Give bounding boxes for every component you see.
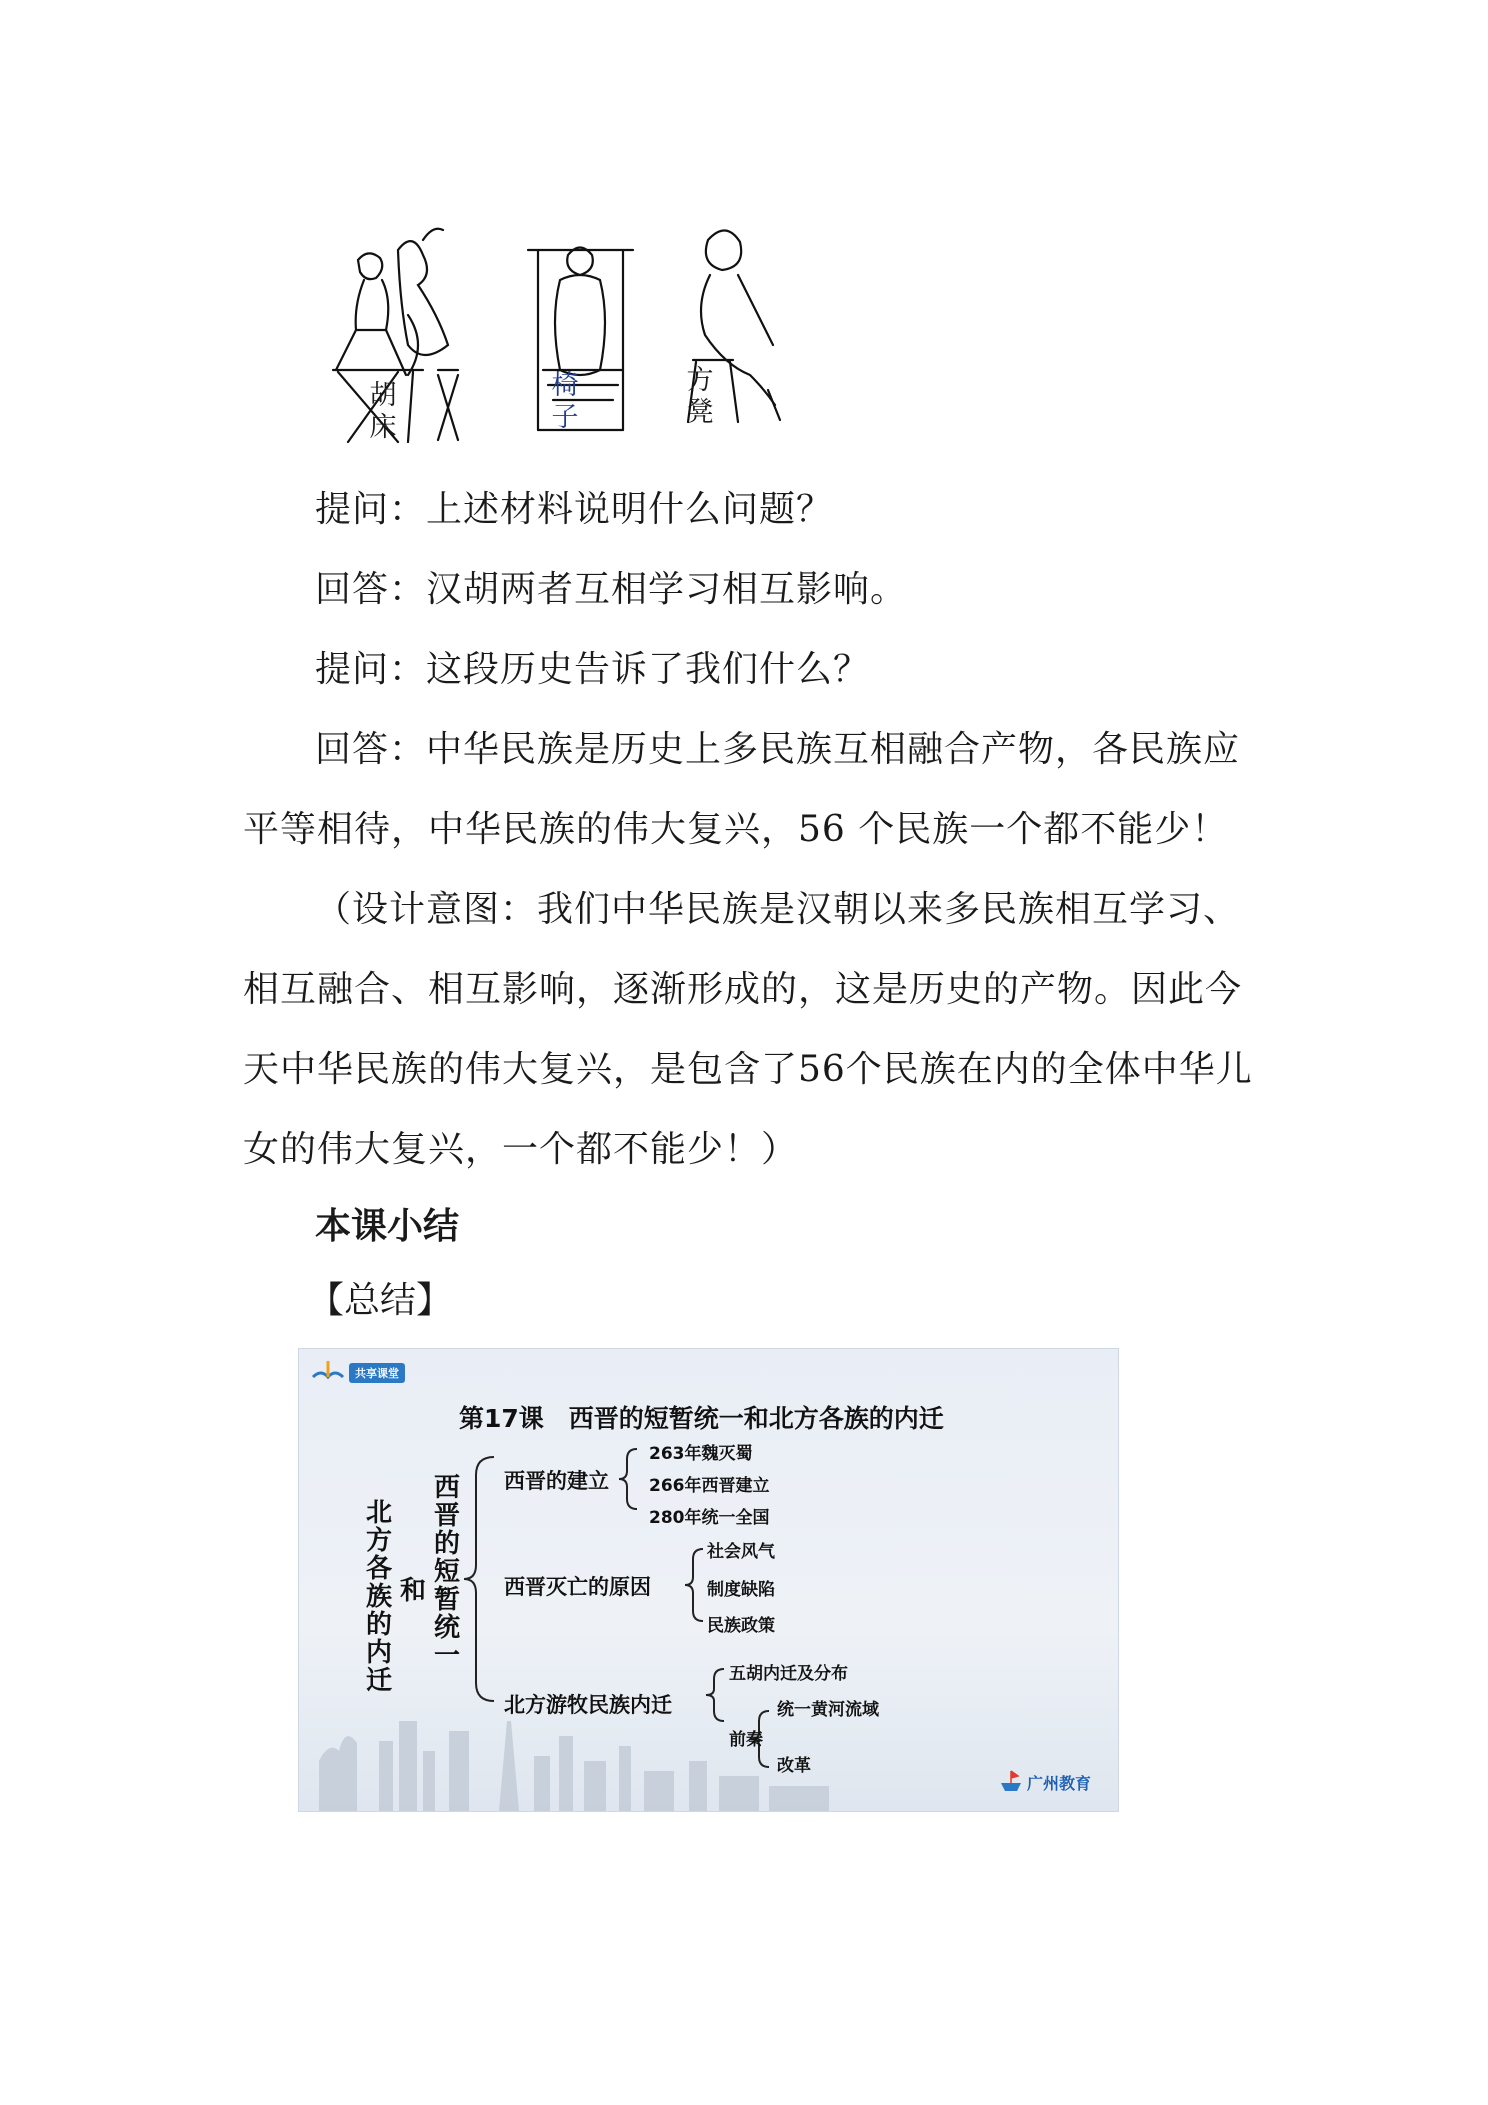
answer-1: 回答：汉胡两者互相学习相互影响。 — [315, 569, 908, 610]
section-heading: 本课小结 — [315, 1206, 460, 1247]
label-char: 床 — [369, 412, 397, 443]
branch3-item: 五胡内迁及分布 — [729, 1664, 848, 1684]
label-char: 凳 — [686, 397, 714, 428]
label-char: 方 — [686, 365, 714, 396]
col-char: 迁 — [365, 1666, 392, 1696]
col-char: 族 — [365, 1582, 392, 1612]
col-char: 北 — [365, 1498, 392, 1528]
label-hu-bed — [368, 380, 398, 444]
branch3-sub-item: 统一黄河流域 — [777, 1700, 879, 1720]
slide-title: 第17课 西晋的短暂统一和北方各族的内迁 — [459, 1404, 944, 1433]
col-char: 的 — [433, 1529, 460, 1559]
furniture-illustration — [298, 220, 783, 445]
answer-2: 回答：中华民族是历史上多民族互相融合产物，各民族应平等相待，中华民族的伟大复兴，56 个民族一个都不能少！ — [243, 729, 1241, 850]
col-char: 晋 — [433, 1501, 460, 1531]
design-intent: （设计意图：我们中华民族是汉朝以来多民族相互学习、相互融合、相互影响，逐渐形成的，这是历史的产物。因此今天中华民族的伟大复兴，是包含了56个民族在内的全体中华儿女的伟大复兴，一个都不能少！） — [243, 889, 1253, 1170]
branch3-sub-item: 改革 — [777, 1756, 811, 1776]
guangzhou-logo-icon — [999, 1769, 1023, 1793]
col-char: 的 — [365, 1610, 392, 1640]
col-char: 各 — [365, 1554, 392, 1584]
branch2-item: 民族政策 — [707, 1616, 775, 1636]
label-char: 椅 — [551, 370, 579, 401]
col-char: 内 — [365, 1638, 392, 1668]
label-char: 子 — [551, 402, 579, 433]
city-skyline-graphic — [299, 1701, 859, 1811]
col-char: 统 — [433, 1613, 460, 1643]
branch3-sub-label: 前秦 — [729, 1730, 763, 1750]
branch1-item: 263年魏灭蜀 — [649, 1444, 753, 1464]
branch1-item: 280年统一全国 — [649, 1508, 770, 1528]
question-1: 提问：上述材料说明什么问题？ — [315, 489, 834, 530]
branch2-item: 社会风气 — [707, 1542, 775, 1562]
left-and: 和 — [399, 1576, 426, 1606]
footer-logo-text: 广州教育 — [1027, 1774, 1092, 1793]
slide-badge: 共享课堂 — [349, 1363, 405, 1383]
col-char: 短 — [433, 1557, 460, 1587]
branch2-label: 西晋灭亡的原因 — [504, 1575, 651, 1599]
col-char: 方 — [365, 1526, 392, 1556]
label-stool — [685, 365, 715, 429]
branch1-item: 266年西晋建立 — [649, 1476, 770, 1496]
summary-slide — [298, 1348, 1119, 1812]
question-2: 提问：这段历史告诉了我们什么？ — [315, 649, 871, 690]
label-chair — [550, 370, 580, 434]
branch1-label: 西晋的建立 — [504, 1469, 609, 1493]
col-char: 一 — [433, 1641, 460, 1671]
col-char: 暂 — [433, 1585, 460, 1615]
summary-label: 【总结】 — [308, 1280, 453, 1321]
branch3-label: 北方游牧民族内迁 — [504, 1693, 672, 1717]
col-char: 西 — [433, 1473, 460, 1503]
branch2-item: 制度缺陷 — [707, 1580, 775, 1600]
label-char: 胡 — [369, 380, 397, 411]
